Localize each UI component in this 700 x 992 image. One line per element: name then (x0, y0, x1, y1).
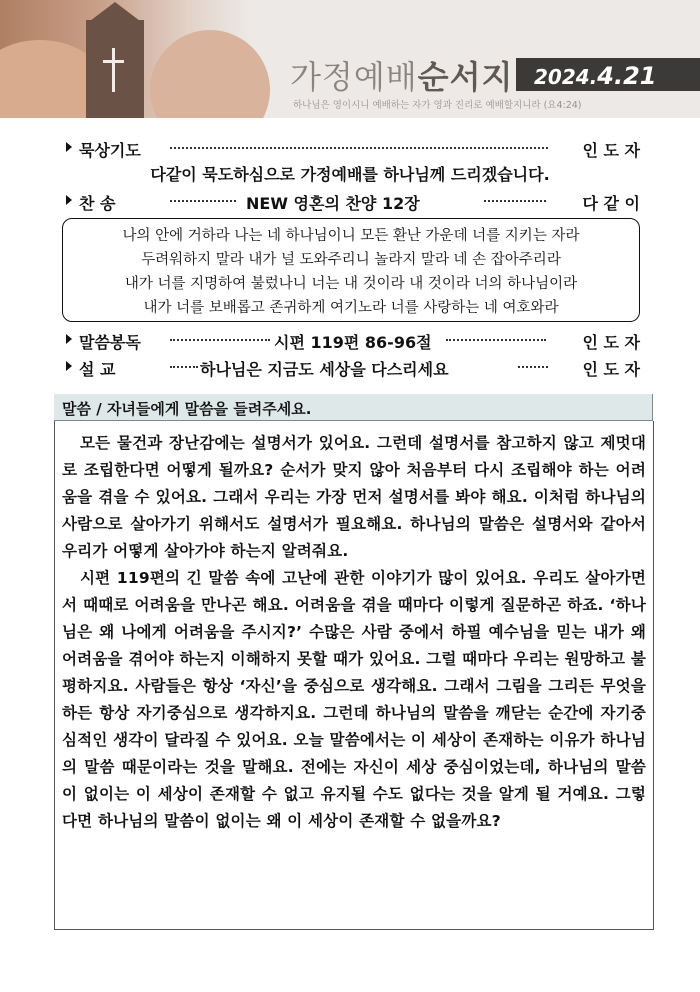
bullet-triangle-icon (66, 142, 72, 152)
order-label: 묵상기도 (79, 141, 141, 160)
order-item-prayer (66, 135, 640, 161)
order-leader: 인 도 자 (582, 141, 640, 160)
reading-passage: 시편 119편 86-96절 (274, 333, 432, 352)
order-item-reading (66, 327, 640, 353)
bullet-triangle-icon (66, 195, 72, 205)
header-verse: 하나님은 영이시니 예배하는 자가 영과 진리로 예배할지니라 (요4:24) (293, 100, 582, 111)
hymn-line: 내가 너를 보배롭고 존귀하게 여기노라 너를 사랑하는 네 여호와라 (143, 300, 559, 316)
order-item-sermon (66, 354, 640, 380)
hymn-lyrics-box (62, 218, 640, 322)
hymn-line: 나의 안에 거하라 나는 네 하나님이니 모든 환난 가운데 너를 지키는 자라 (122, 228, 580, 244)
order-leader: 인 도 자 (582, 333, 640, 352)
hymn-line: 두려워하지 말라 내가 널 도와주리니 놀라지 말라 네 손 잡아주리라 (141, 252, 561, 268)
order-label: 찬 송 (79, 194, 116, 213)
message-paragraph: 모든 물건과 장난감에는 설명서가 있어요. 그런데 설명서를 참고하지 않고 제멋대로 조립한다면 어떻게 될까요? 순서가 맞지 않아 처음부터 다시 조립해야 하는 어려움을 겪을 수 있어요. 그래서 우리는 가장 먼저 설명서를 봐야 해요. 이처럼 하나님의 사람으로 살아가기 위해서도 설명서가 필요해요. 하나님의 말씀은 설명서와 같아서 우리가 어떻게 살아가야 하는지 알려줘요. (62, 434, 646, 560)
message-heading-bar (54, 394, 653, 421)
hymn-line: 내가 너를 지명하여 불렀나니 너는 내 것이라 내 것이라 너의 하나님이라 (124, 276, 578, 292)
service-date: 2024.4.21 (534, 62, 657, 90)
hands-house-photo (0, 0, 250, 118)
cross-icon (112, 48, 115, 92)
message-body (62, 430, 646, 835)
header-banner (0, 0, 700, 118)
prayer-note: 다같이 묵도하심으로 가정예배를 하나님께 드리겠습니다. (150, 165, 550, 184)
bullet-triangle-icon (66, 334, 72, 344)
page-title: 가정예배순서지 (290, 58, 514, 96)
sermon-title: 하나님은 지금도 세상을 다스리세요 (200, 360, 449, 379)
order-leader: 인 도 자 (582, 360, 640, 379)
message-paragraph: 시편 119편의 긴 말씀 속에 고난에 관한 이야기가 많이 있어요. 우리도 살아가면서 때때로 어려움을 만나곤 해요. 어려움을 겪을 때마다 이렇게 질문하곤 하죠. ‘하나님은 왜 나에게 어려움을 주시지?’ 수많은 사람 중에서 하필 예수님을 믿는 내가 왜 어려움을 겪어야 하는지 이해하지 못할 때가 있어요. 그럴 때마다 우리는 원망하고 불평하지요. 사람들은 항상 ‘자신’을 중심으로 생각해요. 그래서 그림을 그리든 무엇을 하든 항상 자기중심으로 생각하지요. 그런데 하나님의 말씀을 깨닫는 순간에 자기중심적인 생각이 달라질 수 있어요. 오늘 말씀에서는 이 세상이 존재하는 이유가 하나님의 말씀 때문이라는 것을 말해요. 전에는 자신이 세상 중심이었는데, 하나님의 말씀이 없이는 이 세상이 존재할 수 없고 유지될 수도 없다는 것을 알게 될 거예요. 그렇다면 하나님의 말씀이 없이는 왜 이 세상이 존재할 수 없을까요? (62, 569, 646, 830)
order-leader: 다 같 이 (582, 194, 640, 213)
bullet-triangle-icon (66, 361, 72, 371)
order-label: 설 교 (79, 360, 116, 379)
hymn-title: NEW 영혼의 찬양 12장 (246, 194, 420, 213)
order-item-hymn (66, 188, 640, 214)
message-heading: 말씀 / 자녀들에게 말씀을 들려주세요. (62, 400, 312, 418)
order-label: 말씀봉독 (79, 333, 141, 352)
